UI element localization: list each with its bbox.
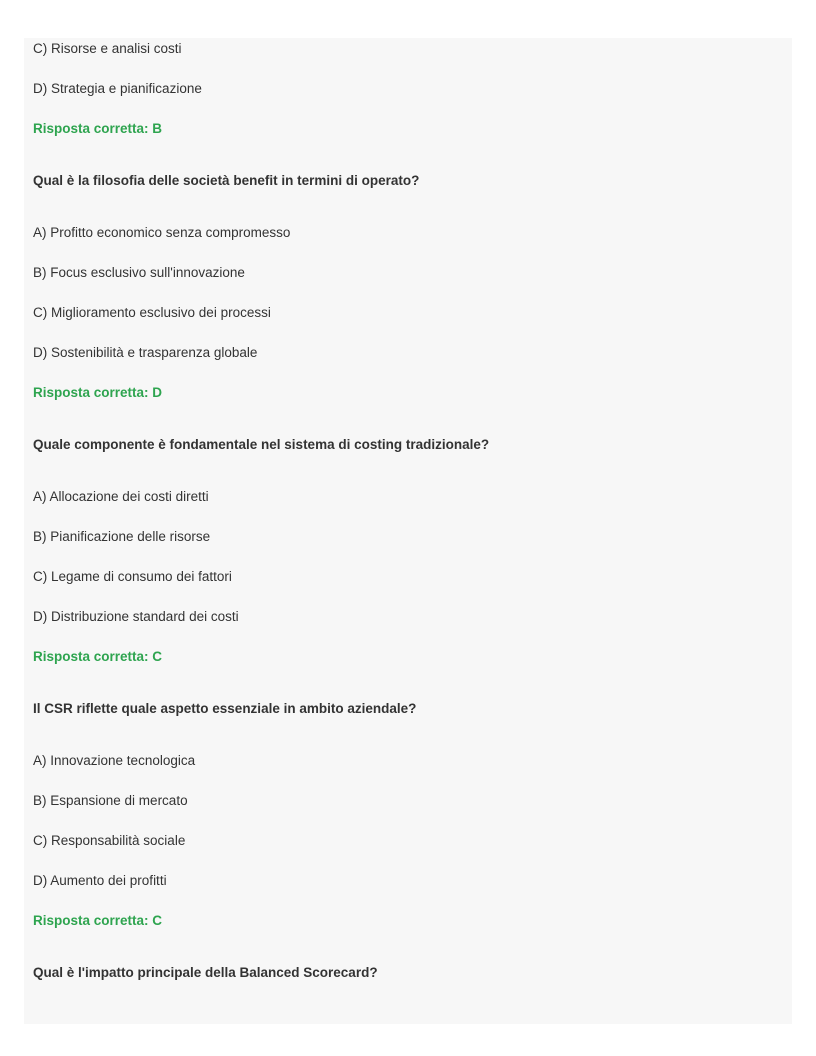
option-a: A) Allocazione dei costi diretti: [33, 489, 209, 504]
option-b: B) Espansione di mercato: [33, 793, 188, 808]
option-d: D) Strategia e pianificazione: [33, 81, 202, 96]
option-c: C) Legame di consumo dei fattori: [33, 569, 232, 584]
correct-answer: Risposta corretta: B: [33, 121, 163, 136]
option-c: C) Risorse e analisi costi: [33, 41, 182, 56]
option-d: D) Sostenibilità e trasparenza globale: [33, 345, 258, 360]
correct-answer: Risposta corretta: D: [33, 385, 163, 400]
option-a: A) Innovazione tecnologica: [33, 753, 196, 768]
question-title: Qual è l'impatto principale della Balanced Scorecard?: [33, 965, 378, 980]
question-title: Quale componente è fondamentale nel sistema di costing tradizionale?: [33, 437, 490, 452]
option-b: B) Pianificazione delle risorse: [33, 529, 211, 544]
question-title: Qual è la filosofia delle società benefit in termini di operato?: [33, 173, 420, 188]
option-b: B) Focus esclusivo sull'innovazione: [33, 265, 245, 280]
quiz-panel: [24, 38, 792, 1024]
option-c: C) Responsabilità sociale: [33, 833, 186, 848]
option-d: D) Distribuzione standard dei costi: [33, 609, 239, 624]
question-title: Il CSR riflette quale aspetto essenziale in ambito aziendale?: [33, 701, 417, 716]
option-d: D) Aumento dei profitti: [33, 873, 167, 888]
option-a: A) Profitto economico senza compromesso: [33, 225, 291, 240]
option-c: C) Miglioramento esclusivo dei processi: [33, 305, 271, 320]
correct-answer: Risposta corretta: C: [33, 913, 163, 928]
correct-answer: Risposta corretta: C: [33, 649, 163, 664]
